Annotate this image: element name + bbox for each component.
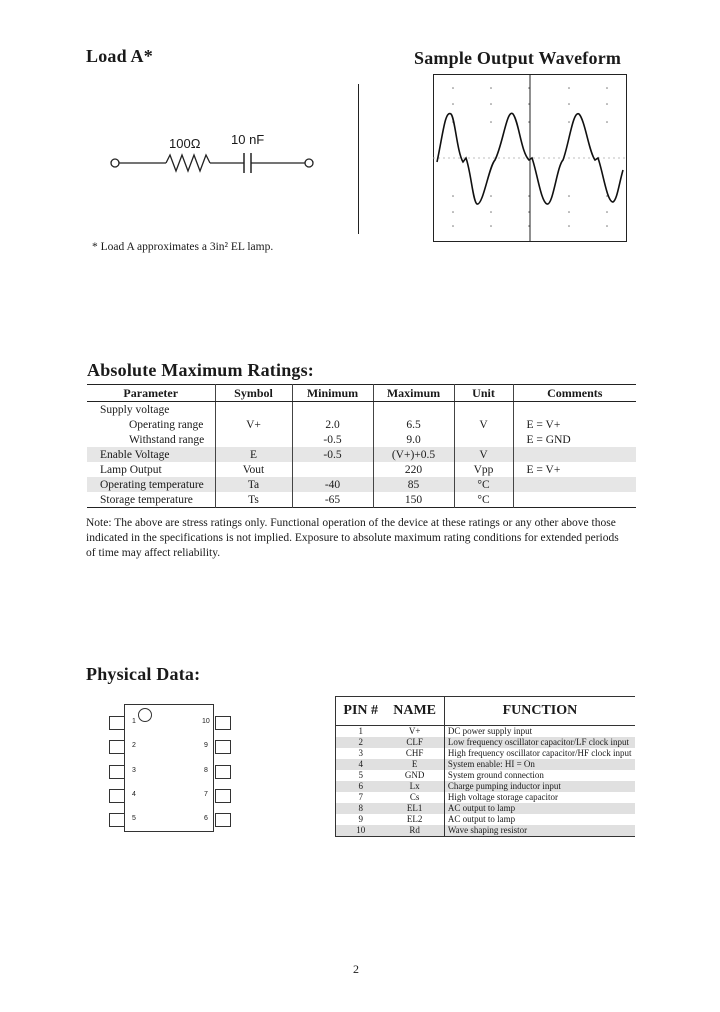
header-minimum: Minimum [292, 385, 373, 402]
table-row: 10 Rd Wave shaping resistor [336, 825, 636, 837]
ratings-header-row [87, 385, 636, 402]
table-row: 3 CHF High frequency oscillator capacitor/HF clock input [336, 748, 636, 759]
table-row: 4 E System enable: HI = On [336, 759, 636, 770]
ratings-title: Absolute Maximum Ratings: [87, 360, 315, 380]
pin-number: 3 [132, 767, 136, 774]
load-a-title: Load A* [86, 46, 153, 66]
table-row: 2 CLF Low frequency oscillator capacitor/LF clock input [336, 737, 636, 748]
pin-pad [109, 765, 125, 779]
page-number: 2 [353, 962, 359, 976]
pin-function-table [335, 696, 635, 837]
pin-number: 1 [132, 718, 136, 725]
ratings-table [87, 384, 636, 508]
pin-number: 9 [204, 742, 208, 749]
table-row: Operating temperature Ta -40 85 °C [87, 477, 636, 492]
table-row: Supply voltage [87, 402, 636, 418]
resistor-label: 100Ω [169, 136, 201, 151]
table-row: 7 Cs High voltage storage capacitor [336, 792, 636, 803]
ratings-note: Note: The above are stress ratings only. Functional operation of the device at these ratings or any other above those indicated in the specifications is not implied. Exposure to absolute maximum rating conditions for extended periods of time may affect reliability. [86, 517, 619, 559]
pin-header-row [336, 697, 636, 726]
pin1-marker [138, 708, 152, 722]
pin-pad [109, 789, 125, 803]
pin-number: 10 [202, 718, 210, 725]
header-pin-number: PIN # [336, 697, 386, 726]
pin-number: 8 [204, 767, 208, 774]
section-divider [358, 84, 359, 234]
table-row: 8 EL1 AC output to lamp [336, 803, 636, 814]
physical-title: Physical Data: [86, 664, 201, 684]
table-row: 1 V+ DC power supply input [336, 726, 636, 738]
pin-number: 7 [204, 791, 208, 798]
load-circuit-diagram [100, 120, 330, 180]
table-row: 9 EL2 AC output to lamp [336, 814, 636, 825]
header-maximum: Maximum [373, 385, 454, 402]
header-parameter: Parameter [87, 385, 215, 402]
table-row: Storage temperature Ts -65 150 °C [87, 492, 636, 508]
header-symbol: Symbol [215, 385, 292, 402]
table-row: Withstand range -0.5 9.0 E = GND [87, 432, 636, 447]
pin-pad [109, 740, 125, 754]
header-comments: Comments [513, 385, 636, 402]
pin-pad [215, 765, 231, 779]
pin-pad [109, 716, 125, 730]
header-name: NAME [385, 697, 444, 726]
capacitor-label: 10 nF [231, 132, 265, 147]
pin-pad [215, 740, 231, 754]
table-row: Lamp Output Vout 220 Vpp E = V+ [87, 462, 636, 477]
table-row: Operating range V+ 2.0 6.5 V E = V+ [87, 417, 636, 432]
header-unit: Unit [454, 385, 513, 402]
pin-number: 2 [132, 742, 136, 749]
waveform-title: Sample Output Waveform [414, 48, 622, 68]
pin-pad [215, 716, 231, 730]
pin-number: 4 [132, 791, 136, 798]
pin-number: 6 [204, 815, 208, 822]
pin-number: 5 [132, 815, 136, 822]
table-row: 5 GND System ground connection [336, 770, 636, 781]
load-footnote: * Load A approximates a 3in² EL lamp. [92, 241, 274, 253]
pin-pad [215, 813, 231, 827]
waveform-scope [433, 74, 629, 244]
ic-package [124, 704, 214, 832]
header-function: FUNCTION [444, 697, 635, 726]
table-row: 6 Lx Charge pumping inductor input [336, 781, 636, 792]
pin-pad [109, 813, 125, 827]
pin-pad [215, 789, 231, 803]
table-row: Enable Voltage E -0.5 (V+)+0.5 V [87, 447, 636, 462]
